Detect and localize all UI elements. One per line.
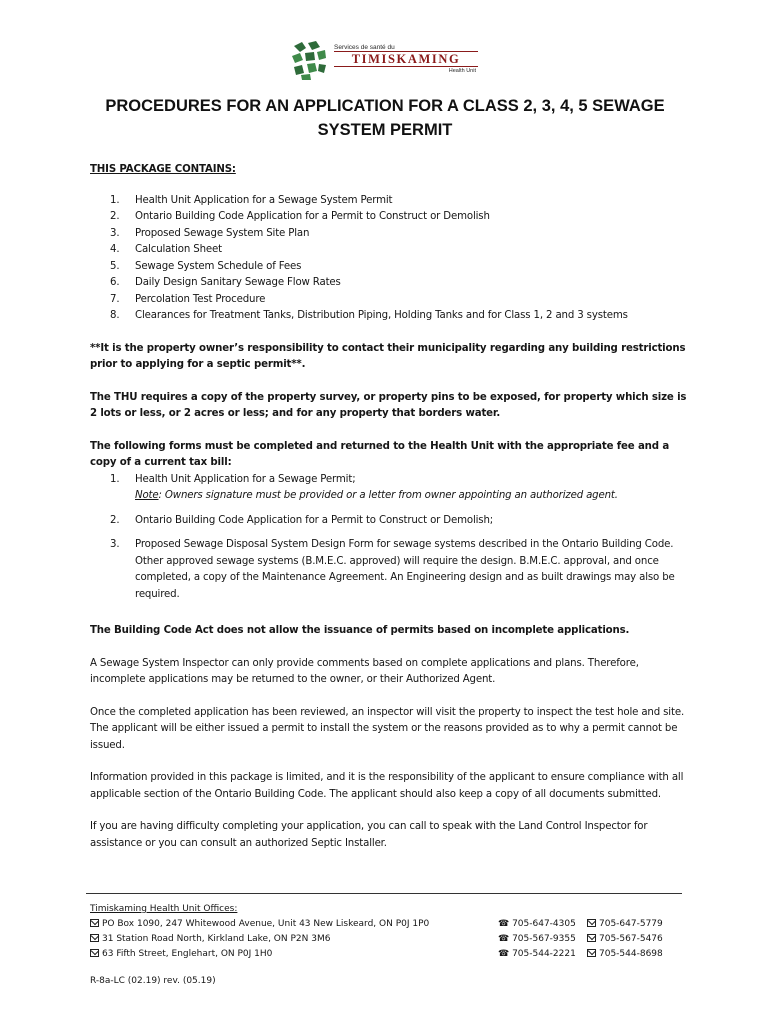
fax-icon — [587, 949, 596, 957]
document-body — [90, 162, 690, 852]
document-title: PROCEDURES FOR AN APPLICATION FOR A CLASS 2, 3, 4, 5 SEWAGE SYSTEM PERMIT — [105, 97, 665, 139]
mail-icon — [90, 949, 99, 957]
logo-subtext: Health Unit — [448, 68, 476, 74]
list-item: 3. Proposed Sewage System Site Plan — [110, 227, 310, 239]
offices-title: Timiskaming Health Unit Offices: — [90, 904, 238, 914]
list-item: 4. Calculation Sheet — [110, 244, 222, 255]
office-row: PO Box 1090, 247 Whitewood Avenue, Unit 43 New Liskeard, ON P0J 1P0 ☎ 705-647-4305 705-647-5779 — [90, 917, 690, 932]
list-item: 6. Daily Design Sanitary Sewage Flow Rates — [110, 277, 341, 288]
forms-intro: The following forms must be completed and returned to the Health Unit with the appropriate fee and a copy of a current tax bill: — [90, 440, 670, 468]
logo-name: TIMISKAMING — [334, 51, 478, 67]
office-row: 63 Fifth Street, Englehart, ON P0J 1H0 ☎ 705-544-2221 705-544-8698 — [90, 947, 690, 962]
list-item: 3. Proposed Sewage Disposal System Design Form for sewage systems described in the Ontario Building Code. Other approved sewage systems (B.M.E.C. approved) will require the design. B.M.E.C. approval, and once completed, a copy of the Maintenance Agreement. An Engineering design and as built drawings may also be required. — [110, 539, 675, 600]
owner-signature-note: Note: Owners signature must be provided or a letter from owner appointing an authorized agent. — [135, 490, 618, 501]
help-paragraph: If you are having difficulty completing your application, you can call to speak with the Land Control Inspector for assistance or you can consult an authorized Septic Installer. — [90, 821, 648, 849]
review-paragraph: Once the completed application has been reviewed, an inspector will visit the property to inspect the test hole and site. The applicant will be either issued a permit to install the system or the reasons provided as to why a permit cannot be issued. — [90, 706, 685, 751]
fax-icon — [587, 934, 596, 942]
required-forms-list — [110, 472, 690, 604]
mail-icon — [90, 934, 99, 942]
office-row: 31 Station Road North, Kirkland Lake, ON P2N 3M6 ☎ 705-567-9355 705-567-5476 — [90, 932, 690, 947]
logo-french-text: Services de santé du — [334, 44, 395, 51]
footer-offices — [90, 902, 690, 962]
document-code: R-8a-LC (02.19) rev. (05.19) — [90, 976, 216, 986]
owner-responsibility-notice: **It is the property owner’s responsibility to contact their municipality regarding any building restrictions prior to applying for a septic permit**. — [90, 342, 686, 370]
list-item: 5. Sewage System Schedule of Fees — [110, 260, 302, 272]
survey-requirement-notice: The THU requires a copy of the property survey, or property pins to be exposed, for property which size is 2 lots or less, or 2 acres or less; and for any property that borders water. — [90, 391, 687, 419]
mail-icon — [90, 919, 99, 927]
phone-number: ☎ 705-647-4305 — [498, 919, 576, 929]
list-item: 1. Health Unit Application for a Sewage Permit; Note: Owners signature must be provided or a letter from owner appointing an authorized agent. — [110, 472, 690, 505]
timiskaming-health-unit-logo — [290, 40, 480, 80]
list-item: 7. Percolation Test Procedure — [110, 293, 266, 305]
logo-emblem-icon — [290, 40, 328, 80]
inspector-paragraph: A Sewage System Inspector can only provide comments based on complete applications and plans. Therefore, incomplete applications may be returned to the owner, or their Authorized Agent. — [90, 657, 639, 685]
fax-icon — [587, 919, 596, 927]
phone-number: ☎ 705-544-2221 — [498, 949, 576, 959]
footer-divider — [86, 893, 682, 894]
building-code-notice: The Building Code Act does not allow the issuance of permits based on incomplete applications. — [90, 625, 630, 636]
list-item: 1. Health Unit Application for a Sewage System Permit — [110, 194, 393, 206]
list-item: 8. Clearances for Treatment Tanks, Distribution Piping, Holding Tanks and for Class 1, 2 and 3 systems — [110, 310, 628, 321]
list-item: 2. Ontario Building Code Application for a Permit to Construct or Demolish; — [110, 514, 494, 526]
information-paragraph: Information provided in this package is limited, and it is the responsibility of the applicant to ensure compliance with all applicable section of the Ontario Building Code. The applicant should also keep a copy of all documents submitted. — [90, 772, 684, 800]
phone-number: ☎ 705-567-9355 — [498, 934, 576, 944]
package-contents-list — [110, 193, 690, 325]
package-heading: THIS PACKAGE CONTAINS: — [90, 164, 236, 175]
list-item: 2. Ontario Building Code Application for a Permit to Construct or Demolish — [110, 211, 490, 222]
